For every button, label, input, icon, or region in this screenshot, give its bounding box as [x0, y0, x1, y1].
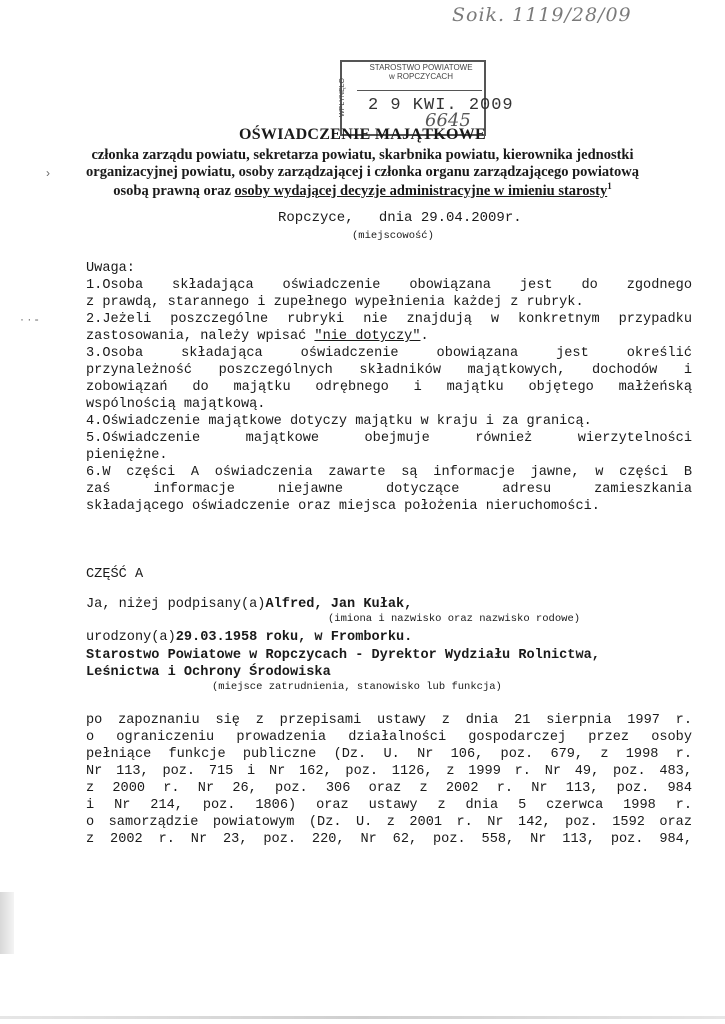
- signatory-name: Alfred, Jan Kułak,: [265, 597, 413, 612]
- handwritten-reference: Soik. 1119/28/09: [452, 4, 632, 26]
- note-item-1-line-2: z prawdą, starannego i zupełnego wypełnienia każdej z rubryk.: [86, 295, 584, 310]
- stamp-side-label: WPŁYNĘŁO: [338, 78, 346, 117]
- note-item-6-line-1: 6.W części A oświadczenia zawarte są informacje jawne, w części B: [86, 465, 692, 480]
- note-item-2-line-1: 2.Jeżeli poszczególne rubryki nie znajdują w konkretnym przypadku: [86, 312, 692, 327]
- margin-mark: · · -: [20, 312, 39, 326]
- stamp-office-line1: STAROSTWO POWIATOWE: [369, 63, 473, 72]
- note-item-2-line-2: zastosowania, należy wpisać "nie dotyczy".: [86, 329, 429, 344]
- legal-line-1: po zapoznaniu się z przepisami ustawy z dnia 21 sierpnia 1997 r.: [86, 713, 692, 728]
- note-item-6-line-3: składającego oświadczenie oraz miejsca położenia nieruchomości.: [86, 499, 600, 514]
- place-caption: (miejscowość): [352, 230, 434, 242]
- stamp-registry-number: 6645: [425, 110, 471, 131]
- subtitle-line-3: osobą prawną oraz osoby wydającej decyzje administracyjne w imieniu starosty$^1$: [113, 181, 612, 199]
- note-item-1-line-1: 1.Osoba składająca oświadczenie obowiązana jest do zgodnego: [86, 278, 692, 293]
- signatory-line: Ja, niżej podpisany(a)Alfred, Jan Kułak,: [86, 597, 413, 612]
- margin-mark: ›: [46, 166, 50, 180]
- subtitle-underlined-phrase: osoby wydającej decyzje administracyjne w imieniu starosty: [234, 182, 608, 199]
- note-item-3-line-3: zobowiązań do majątku odrębnego i majątku objętego małżeńską: [86, 380, 692, 395]
- legal-line-3: pełniące funkcje publiczne (Dz. U. Nr 106, poz. 679, z 1998 r.: [86, 747, 692, 762]
- notes-label: Uwaga:: [86, 261, 135, 276]
- workplace-line-2: Leśnictwa i Ochrony Środowiska: [86, 665, 331, 680]
- legal-line-2: o ograniczeniu prowadzenia działalności gospodarczej przez osoby: [86, 730, 692, 745]
- legal-line-4: Nr 113, poz. 715 i Nr 162, poz. 1126, z 1999 r. Nr 49, poz. 483,: [86, 764, 692, 779]
- place-and-date: Ropczyce, dnia 29.04.2009r.: [278, 210, 522, 226]
- scan-edge-shadow: [0, 892, 14, 954]
- not-applicable-phrase: "nie dotyczy": [314, 329, 421, 344]
- scan-bottom-edge: [0, 1016, 725, 1019]
- legal-line-5: z 2000 r. Nr 26, poz. 306 oraz z 2002 r. Nr 113, poz. 984: [86, 781, 692, 796]
- note-item-6-line-2: zaś informacje niejawne dotyczące adresu zamieszkania: [86, 482, 692, 497]
- workplace-caption: (miejsce zatrudnienia, stanowisko lub funkcja): [212, 681, 502, 693]
- note-item-5-line-2: pieniężne.: [86, 448, 168, 463]
- note-item-4: 4.Oświadczenie majątkowe dotyczy majątku w kraju i za granicą.: [86, 414, 592, 429]
- stamp-date: 2 9 KWI. 2009: [368, 96, 514, 115]
- birth-date-place: 29.03.1958 roku, w Fromborku.: [175, 630, 413, 645]
- part-a-heading: CZĘŚĆ A: [86, 567, 144, 582]
- legal-line-7: o samorządzie powiatowym (Dz. U. z 2001 r. Nr 142, poz. 1592 oraz: [86, 815, 692, 830]
- document-title: OŚWIADCZENIE MAJĄTKOWE: [238, 126, 487, 143]
- stamp-divider: [357, 90, 482, 91]
- stamp-office-line2: w ROPCZYCACH: [388, 72, 453, 81]
- name-caption: (imiona i nazwisko oraz nazwisko rodowe): [328, 613, 581, 625]
- legal-line-8: z 2002 r. Nr 23, poz. 220, Nr 62, poz. 558, Nr 113, poz. 984,: [86, 832, 692, 847]
- subtitle-line-2: organizacyjnej powiatu, osoby zarządzającej i członka organu zarządzającego powiatową: [86, 164, 639, 180]
- note-item-5-line-1: 5.Oświadczenie majątkowe obejmuje również wierzytelności: [86, 431, 692, 446]
- note-item-3-line-2: przynależność poszczególnych składników majątkowych, dochodów i: [86, 363, 692, 378]
- note-item-3-line-1: 3.Osoba składająca oświadczenie obowiązana jest określić: [86, 346, 692, 361]
- subtitle-line-1: członka zarządu powiatu, sekretarza powiatu, skarbnika powiatu, kierownika jednostki: [91, 147, 634, 163]
- workplace-line-1: Starostwo Powiatowe w Ropczycach - Dyrektor Wydziału Rolnictwa,: [86, 648, 600, 663]
- legal-line-6: i Nr 214, poz. 1806) oraz ustawy z dnia 5 czerwca 1998 r.: [86, 798, 692, 813]
- footnote-marker: 1: [607, 181, 612, 191]
- birth-line: urodzony(a)29.03.1958 roku, w Fromborku.: [86, 630, 413, 645]
- note-item-3-line-4: wspólnością majątkową.: [86, 397, 266, 412]
